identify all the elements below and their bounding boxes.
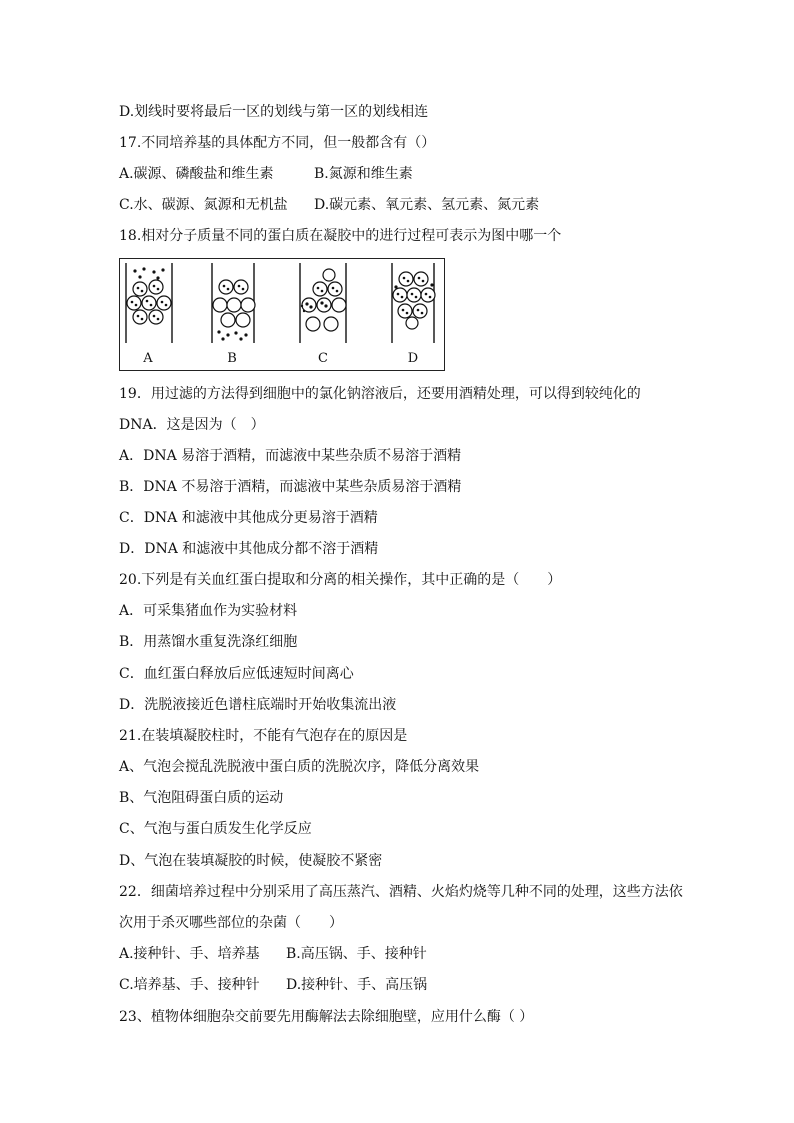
figure-label-a: A: [143, 351, 153, 366]
q19-option-c: C．DNA 和滤液中其他成分更易溶于酒精: [119, 510, 378, 526]
q20-option-b: B．用蒸馏水重复洗涤红细胞: [119, 634, 298, 650]
q19-option-b: B．DNA 不易溶于酒精，而滤液中某些杂质易溶于酒精: [119, 479, 462, 495]
figure-label-d: D: [407, 351, 419, 366]
column-c-beads: [302, 269, 346, 331]
q17-stem: 17.不同培养基的具体配方不同，但一般都含有（）: [119, 135, 436, 151]
figure-label-b: B: [227, 351, 237, 366]
q20-option-c: C．血红蛋白释放后应低速短时间离心: [119, 666, 354, 682]
q19-option-a: A．DNA 易溶于酒精，而滤液中某些杂质不易溶于酒精: [119, 448, 462, 464]
q22-stem-line-2: 次用于杀灭哪些部位的杂菌（ ）: [119, 915, 343, 931]
q19-stem-line-2: DNA．这是因为（ ）: [119, 417, 265, 433]
column-b-beads: [213, 280, 255, 327]
q22-option-b: B.高压锅、手、接种针: [286, 946, 427, 962]
q20-option-d: D．洗脱液接近色谱柱底端时开始收集流出液: [119, 697, 397, 713]
q18-stem: 18.相对分子质量不同的蛋白质在凝胶中的进行过程可表示为图中哪一个: [119, 228, 562, 244]
q21-option-c: C、气泡与蛋白质发生化学反应: [119, 821, 312, 837]
q17-option-d: D.碳元素、氧元素、氢元素、氮元素: [314, 197, 540, 213]
q21-stem: 21.在装填凝胶柱时，不能有气泡存在的原因是: [119, 728, 408, 744]
q17-option-a: A.碳源、磷酸盐和维生素: [119, 166, 274, 182]
q23-stem: 23、植物体细胞杂交前要先用酶解法去除细胞壁，应用什么酶（ ）: [119, 1009, 534, 1025]
column-a-contents: [133, 267, 164, 279]
q20-stem: 20.下列是有关血红蛋白提取和分离的相关操作，其中正确的是（ ）: [119, 572, 562, 588]
q17-option-b: B.氮源和维生素: [314, 166, 413, 182]
gel-columns-drawing: [120, 259, 446, 372]
gel-column-figure: [119, 258, 445, 371]
q21-option-b: B、气泡阻碍蛋白质的运动: [119, 790, 284, 806]
q16-option-d: D.划线时要将最后一区的划线与第一区的划线相连: [119, 104, 429, 120]
q22-option-c: C.培养基、手、接种针: [119, 977, 260, 993]
column-a-beads: [127, 280, 171, 324]
q17-option-c: C.水、碳源、氮源和无机盐: [119, 197, 288, 213]
q20-option-a: A．可采集猪血作为实验材料: [119, 603, 298, 619]
q21-option-d: D、气泡在装填凝胶的时候，使凝胶不紧密: [119, 853, 383, 869]
q19-stem-line-1: 19．用过滤的方法得到细胞中的氯化钠溶液后，还要用酒精处理，可以得到较纯化的: [119, 386, 641, 402]
q21-option-a: A、气泡会搅乱洗脱液中蛋白质的洗脱次序，降低分离效果: [119, 759, 480, 775]
q19-option-d: D．DNA 和滤液中其他成分都不溶于酒精: [119, 541, 379, 557]
column-d-beads: [393, 272, 435, 329]
q22-option-a: A.接种针、手、培养基: [119, 946, 260, 962]
figure-label-c: C: [318, 351, 328, 366]
q22-option-d: D.接种针、手、高压锅: [286, 977, 428, 993]
q22-stem-line-1: 22．细菌培养过程中分别采用了高压蒸汽、酒精、火焰灼烧等几种不同的处理，这些方法依: [119, 884, 683, 900]
